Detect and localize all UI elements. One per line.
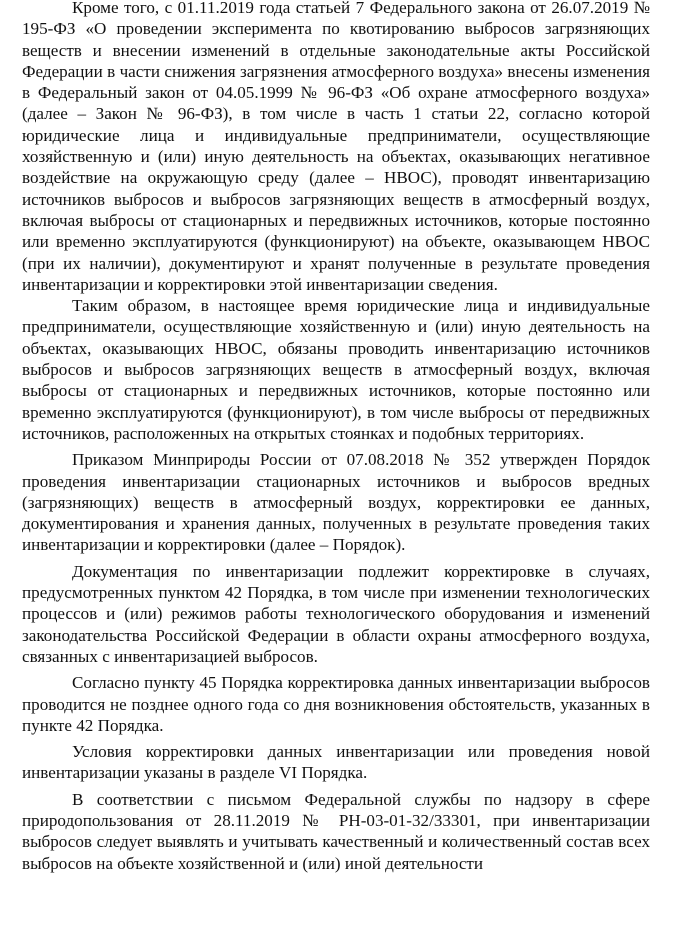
paragraph-correction-conditions: Условия корректировки данных инвентаризации или проведения новой инвентаризации указаны в разделе VI Порядка. (22, 742, 650, 783)
paragraph-emission-inventory-law: Кроме того, с 01.11.2019 года статьей 7 Федерального закона от 26.07.2019 № 195-ФЗ «О проведении эксперимента по квотированию выбросов загрязняющих веществ и внесении изменений в отдельные законодательные акты Российской Федерации в части снижения загрязнения атмосферного воздуха» внесены изменения в Федеральный закон от 04.05.1999 № 96-ФЗ «Об охране атмосферного воздуха» (далее – Закон № 96-ФЗ), в том числе в часть 1 статьи 22, согласно которой юридические лица и индивидуальные предприниматели, осуществляющие хозяйственную и (или) иную деятельность на объектах, оказывающих негативное воздействие на окружающую среду (далее – НВОС), проводят инвентаризацию источников выбросов и выбросов загрязняющих веществ в атмосферный воздух, включая выбросы от стационарных и передвижных источников, которые постоянно или временно эксплуатируются (функционируют) на объекте, оказывающем НВОС (при их наличии), документируют и хранят полученные в результате проведения инвентаризации и корректировки этой инвентаризации сведения. (22, 0, 650, 294)
paragraph-correction-cases: Документация по инвентаризации подлежит корректировке в случаях, предусмотренных пунктом 42 Порядка, в том числе при изменении технологических процессов и (или) режимов работы технологического оборудования и изменений законодательства Российской Федерации в области охраны атмосферного воздуха, связанных с инвентаризацией выбросов. (22, 561, 650, 666)
paragraph-rosprirodnadzor-letter: В соответствии с письмом Федеральной службы по надзору в сфере природопользования от 28.11.2019 № РН-03-01-32/33301, при инвентаризации выбросов следует выявлять и учитывать качественный и количественный состав всех выбросов на объекте хозяйственной и (или) иной деятельности (22, 789, 650, 873)
document-body (22, 0, 650, 874)
paragraph-correction-deadline: Согласно пункту 45 Порядка корректировка данных инвентаризации выбросов проводится не позднее одного года со дня возникновения обстоятельств, указанных в пункте 42 Порядка. (22, 673, 650, 735)
paragraph-order-352: Приказом Минприроды России от 07.08.2018 № 352 утвержден Порядок проведения инвентаризации стационарных источников и выбросов вредных (загрязняющих) веществ в атмосферный воздух, корректировки ее данных, документирования и хранения данных, полученных в результате проведения таких инвентаризации и корректировки (далее – Порядок). (22, 450, 650, 555)
paragraph-inventory-obligation: Таким образом, в настоящее время юридические лица и индивидуальные предприниматели, осуществляющие хозяйственную и (или) иную деятельность на объектах, оказывающих НВОС, обязаны проводить инвентаризацию источников выбросов и выбросов загрязняющих веществ в атмосферный воздух, включая выбросы от стационарных и передвижных источников, которые постоянно или временно эксплуатируются (функционируют), в том числе выбросы от передвижных источников, расположенных на открытых стоянках и подобных территориях. (22, 296, 650, 443)
